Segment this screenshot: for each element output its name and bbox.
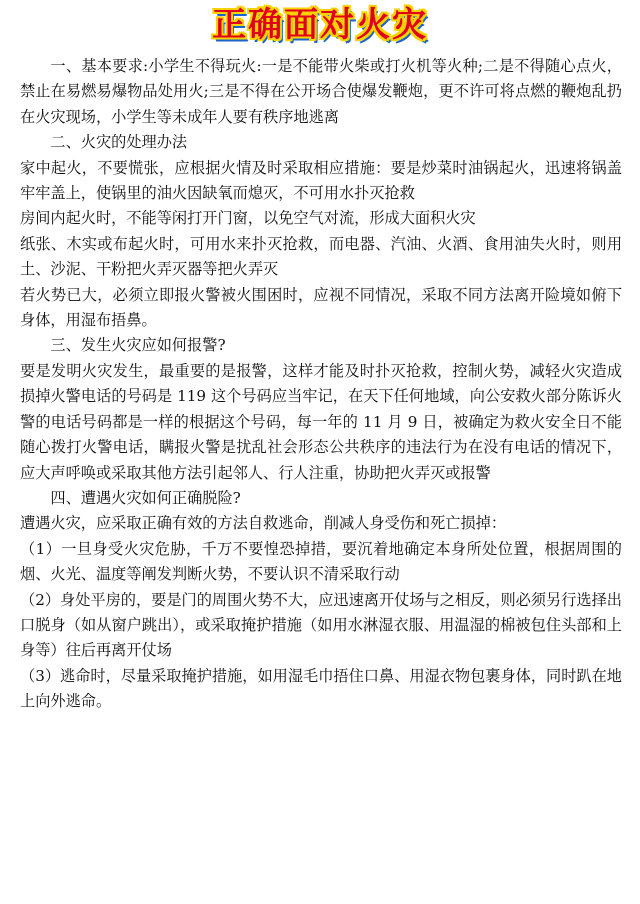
section-heading-fire-handling: 二、火灾的处理办法: [50, 133, 188, 152]
list-item: （3）逃命时，尽量采取掩护措施，如用湿毛巾捂住口鼻、用湿衣物包裹身体，同时趴在地上向外逃命。: [20, 666, 622, 711]
section-heading-escape: 四、遭遇火灾如何正确脱险?: [50, 488, 241, 507]
paragraph: 纸张、木实或布起火时，可用水来扑灭抢救，而电器、汽油、火酒、食用油失火时，则用土、沙泥、干粉把火弄灭器等把火弄灭: [20, 234, 622, 279]
list-item: （1）一旦身受火灾危胁，千万不要惶恐掉措，要沉着地确定本身所处位置，根据周围的烟、火光、温度等阐发判断火势，不要认识不清采取行动: [20, 539, 622, 584]
section-heading-basic-requirements: 一、基本要求:小学生不得玩火:一是不能带火柴或打火机等火种;二是不得随心点火，禁止在易燃易爆物品处用火;三是不得在公开场合使爆发鞭炮，更不许可将点燃的鞭炮乱扔在火灾现场，小学生等未成年人要有秩序地逃离: [20, 57, 622, 126]
paragraph: 遭遇火灾，应采取正确有效的方法自救逃命，削减人身受伤和死亡损掉：: [20, 514, 506, 533]
page-title: 正确面对火灾: [212, 5, 428, 45]
paragraph: 家中起火，不要慌张，应根据火情及时采取相应措施：要是炒菜时油锅起火，迅速将锅盖牢牢盖上，使锅里的油火因缺氧而熄灭，不可用水扑灭抢救: [20, 158, 622, 203]
paragraph: 要是发明火灾发生，最重要的是报警，这样才能及时扑灭抢救，控制火势，减轻火灾造成损掉火警电话的号码是 119 这个号码应当牢记，在天下任何地域，向公安救火部分陈诉火警的电话号码都是一样的根据这个号码，每一年的 11 月 9 日，被确定为救火安全日不能随心拨打火警电话，瞒报火警是扰乱社会形态公共秩序的违法行为在没有电话的情况下，应大声呼唤或采取其他方法引起邻人、行人注重，协助把火弄灭或报警: [20, 361, 622, 482]
paragraph: 房间内起火时，不能等闲打开门窗，以免空气对流，形成大面积火灾: [20, 209, 476, 228]
list-item: （2）身处平房的，要是门的周围火势不大，应迅速离开仗场与之相反，则必须另行选择出口脱身（如从窗户跳出），或采取掩护措施（如用水淋湿衣服、用温湿的棉被包住头部和上身等）往后再离开仗场: [20, 590, 622, 660]
document-body: [20, 54, 622, 715]
paragraph: 若火势已大，必须立即报火警被火围困时，应视不同情况，采取不同方法离开险境如俯下身体，用湿布捂鼻。: [20, 285, 622, 330]
section-heading-reporting: 三、发生火灾应如何报警?: [50, 336, 226, 355]
